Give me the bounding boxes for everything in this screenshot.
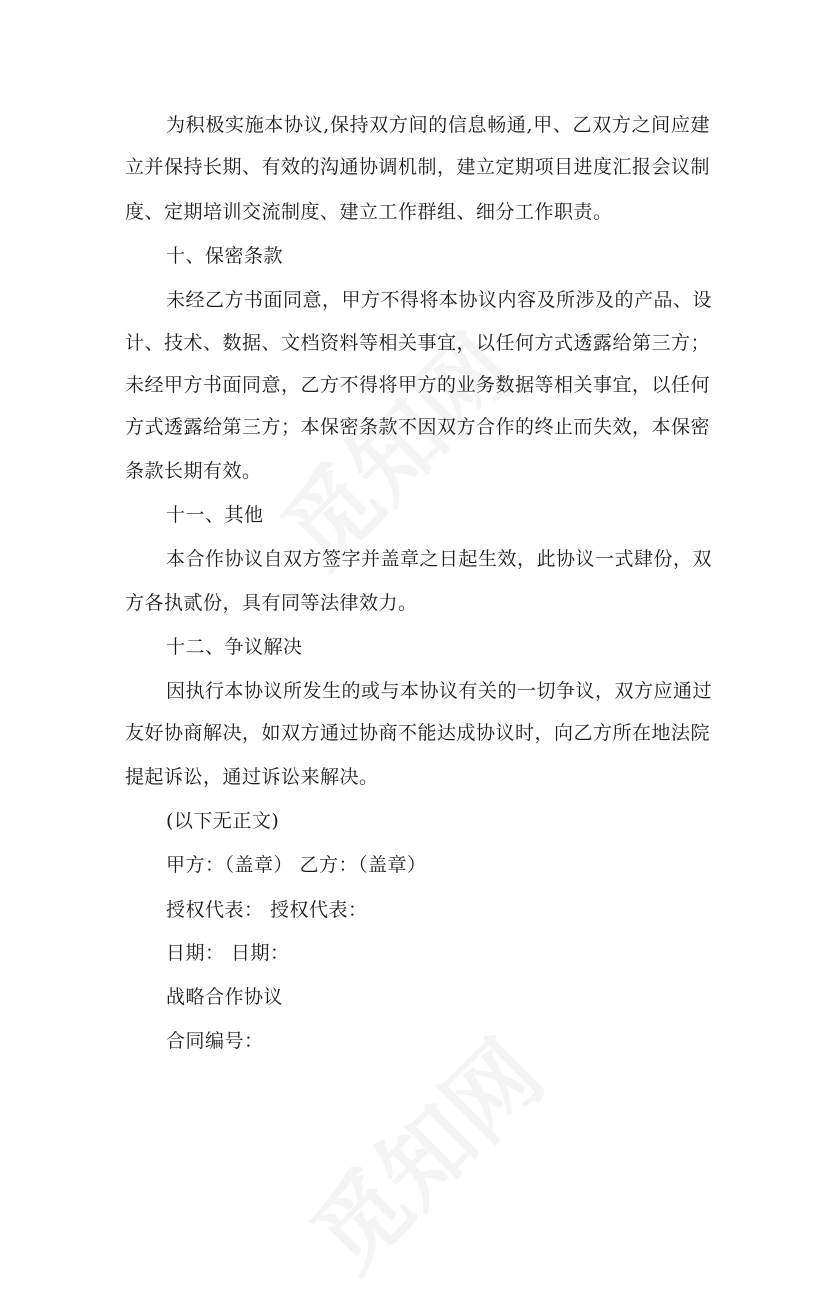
paragraph-line: 友好协商解决，如双方通过协商不能达成协议时，向乙方所在地法院 <box>125 722 711 744</box>
paragraph-line: 本合作协议自双方签字并盖章之日起生效，此协议一式肆份，双 <box>166 548 713 570</box>
paragraph-line: 条款长期有效。 <box>125 460 262 482</box>
paragraph-line: 方各执贰份，具有同等法律效力。 <box>125 592 418 614</box>
contract-number-label: 合同编号： <box>166 1030 264 1052</box>
section-heading: 十一、其他 <box>166 504 264 526</box>
authorized-rep-line: 授权代表： 授权代表： <box>166 899 368 921</box>
paragraph-line: 计、技术、数据、文档资料等相关事宜，以任何方式透露给第三方； <box>125 332 711 354</box>
date-line: 日期： 日期： <box>166 942 290 964</box>
paragraph-line: 未经乙方书面同意，甲方不得将本协议内容及所涉及的产品、设 <box>166 289 713 311</box>
signature-party-line: 甲方：（盖章） 乙方：（盖章） <box>166 854 427 876</box>
section-heading: 十二、争议解决 <box>166 636 303 658</box>
document-title: 战略合作协议 <box>166 986 284 1008</box>
paragraph-line: 立并保持长期、有效的沟通协调机制，建立定期项目进度汇报会议制 <box>125 156 711 178</box>
paragraph-line: 提起诉讼，通过诉讼来解决。 <box>125 766 379 788</box>
section-heading: 十、保密条款 <box>166 245 284 267</box>
paragraph-line: 方式透露给第三方；本保密条款不因双方合作的终止而失效，本保密 <box>125 416 711 438</box>
paragraph-line: 因执行本协议所发生的或与本协议有关的一切争议，双方应通过 <box>166 680 713 702</box>
paragraph-line: 度、定期培训交流制度、建立工作群组、细分工作职责。 <box>125 201 613 223</box>
no-text-note: (以下无正文) <box>166 810 280 832</box>
paragraph-line: 未经甲方书面同意，乙方不得将甲方的业务数据等相关事宜，以任何 <box>125 374 711 396</box>
paragraph-line: 为积极实施本协议,保持双方间的信息畅通,甲、乙双方之间应建 <box>166 114 710 136</box>
